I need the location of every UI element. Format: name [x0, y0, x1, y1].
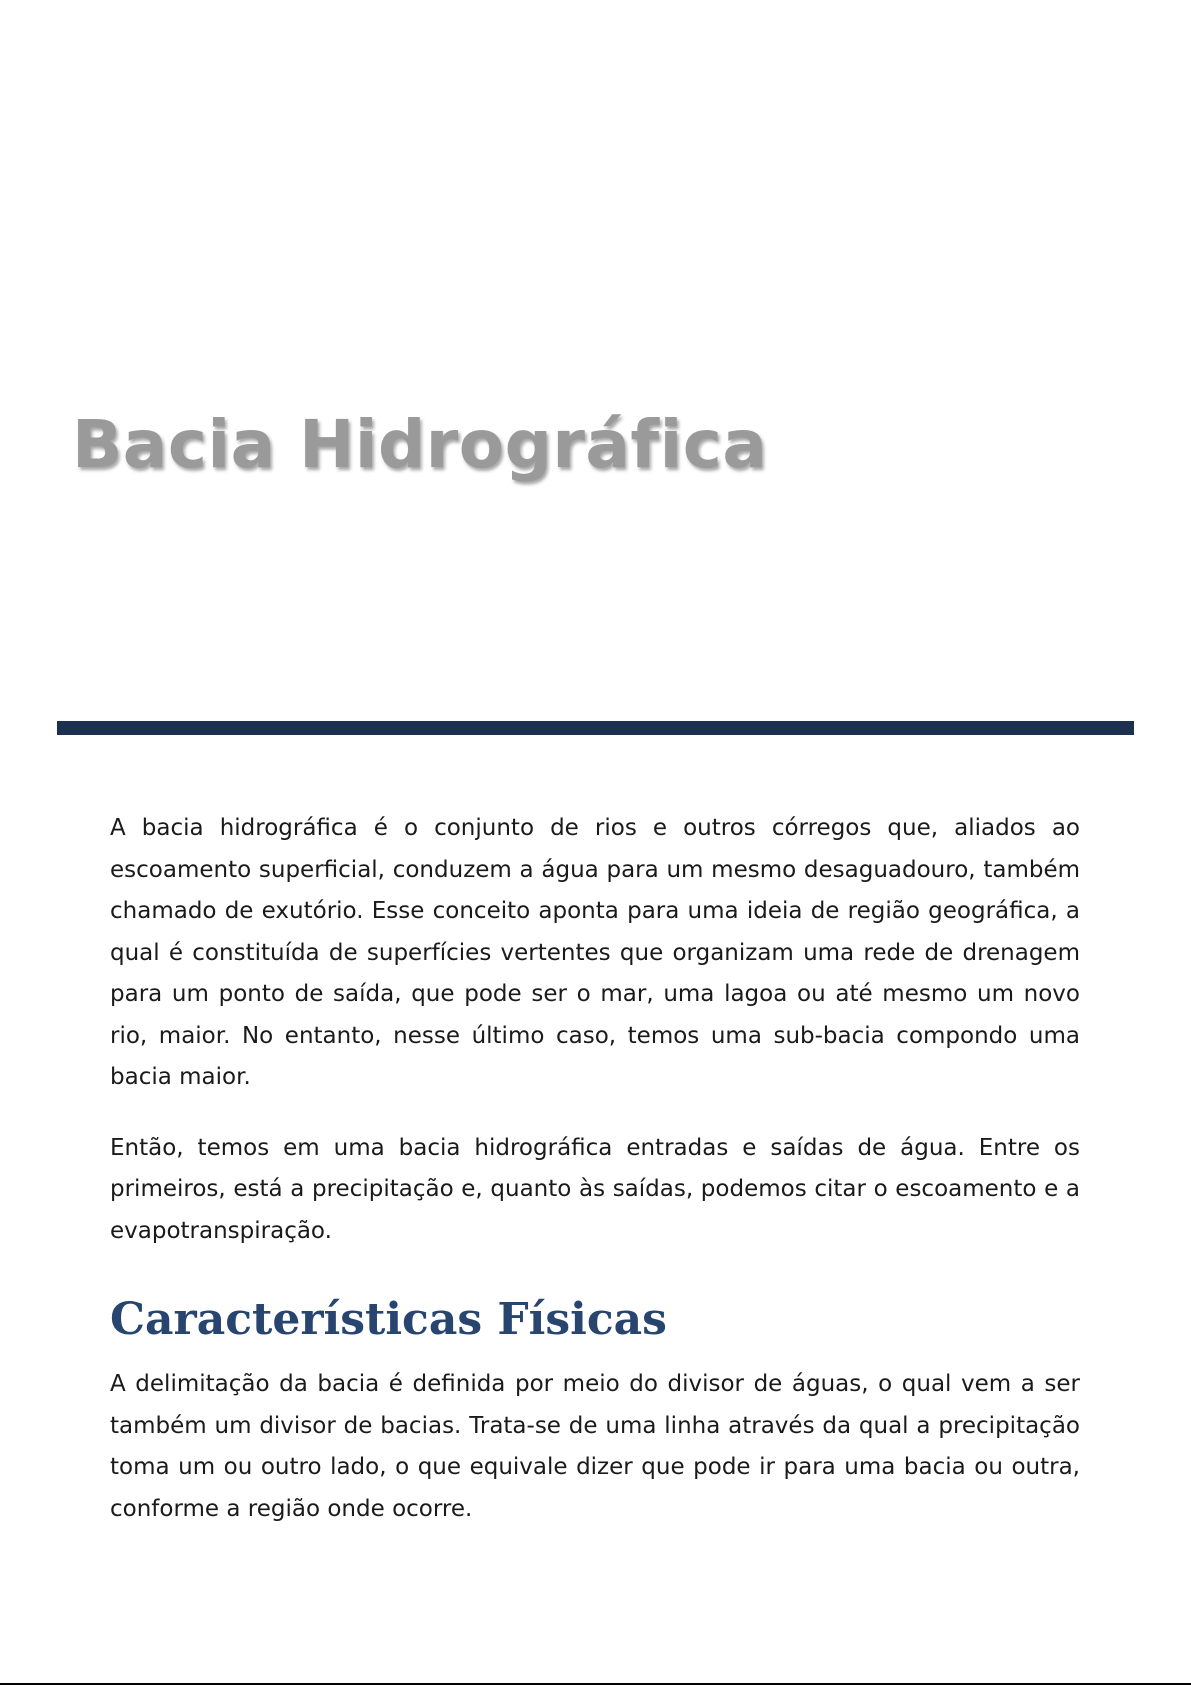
intro-paragraph-2: Então, temos em uma bacia hidrográfica entradas e saídas de água. Entre os primeiros, está a precipitação e, quanto às saídas, podemos citar o escoamento e a evapotranspiração. [110, 1134, 1080, 1244]
section-heading-caracteristicas-fisicas: Características Físicas [110, 1294, 667, 1345]
section-paragraph-1: A delimitação da bacia é definida por meio do divisor de águas, o qual vem a ser também um divisor de bacias. Trata-se de uma linha através da qual a precipitação toma um ou outro lado, o que equivale dizer que pode ir para uma bacia ou outra, conforme a região onde ocorre. [110, 1371, 1080, 1522]
intro-paragraph-1: A bacia hidrográfica é o conjunto de rios e outros córregos que, aliados ao escoamento superficial, conduzem a água para um mesmo desaguadouro, também chamado de exutório. Esse conceito aponta para uma ideia de região geográfica, a qual é constituída de superfícies vertentes que organizam uma rede de drenagem para um ponto de saída, que pode ser o mar, uma lagoa ou até mesmo um novo rio, maior. No entanto, nesse último caso, temos uma sub-bacia compondo uma bacia maior. [110, 815, 1080, 1090]
title-divider [57, 721, 1134, 735]
document-body [110, 808, 1080, 1559]
document-title: Bacia Hidrográfica [72, 406, 768, 483]
